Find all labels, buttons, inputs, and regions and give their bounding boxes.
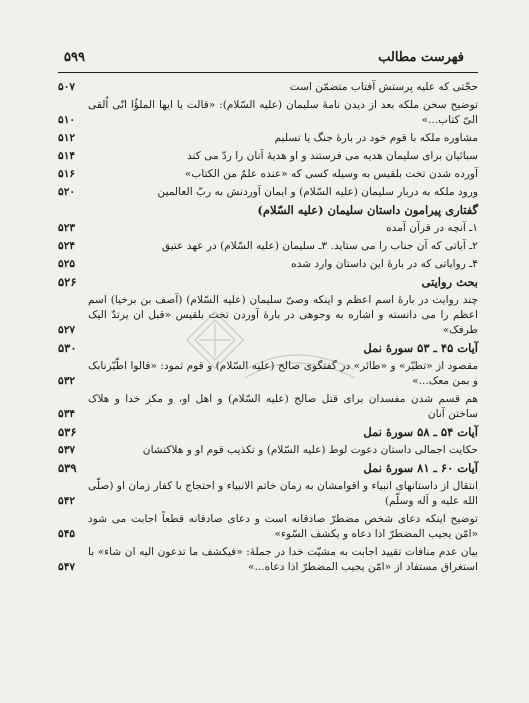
toc-entry-page: ۵۲۴ [58, 240, 76, 252]
toc-entry-page: ۵۲۰ [58, 186, 76, 198]
toc-entry-text: توضیح سخن ملکه بعد از دیدن نامهٔ سلیمان (علیه السّلام): «قالت یا ایها الملؤُا انّی اُلقی الیّ کتاب...» [88, 99, 478, 126]
toc-entry [58, 257, 478, 272]
toc-entry-page: ۵۳۶ [58, 425, 77, 439]
toc-entry-text: چند روایت در بارهٔ اسم اعظم و اینکه وصیّ سلیمان (علیه السّلام) (آصف بن برخیا) اسم اعظم را می دانسته و اشاره به وجوهی در بارهٔ آوردن تخت بلقیس «قبل ان یرتدّ الیک طرفک» [88, 294, 478, 336]
toc-entry-text: ۱ـ آنچه در قرآن آمده [386, 222, 478, 234]
toc-entry-text: ۴ـ روایاتی که در بارهٔ این داستان وارد شده [291, 258, 478, 270]
header-rule [58, 72, 478, 73]
toc-entry-page: ۵۴۲ [58, 495, 76, 507]
toc-entry-text: توضیح اینکه دعای شخص مضطرّ صادقانه است و دعای صادقانه قطعاً اجابت می شود «امّن یجیب المضطرّ اذا دعاه و یکشف السّوء» [88, 513, 478, 540]
document-page [58, 50, 478, 680]
toc-entry-page: ۵۳۰ [58, 341, 77, 355]
toc-entry-page: ۵۱۴ [58, 150, 76, 162]
toc-section-heading [58, 341, 478, 356]
toc-entry [58, 479, 478, 509]
toc-entry-page: ۵۱۰ [58, 114, 76, 126]
toc-entry-text: آیات ۶۰ ـ ۸۱ سورهٔ نمل [363, 461, 478, 475]
toc-entry-page: ۵۲۳ [58, 222, 76, 234]
toc-entry-text: آیات ۵۴ ـ ۵۸ سورهٔ نمل [363, 425, 478, 439]
toc-section-heading [58, 275, 478, 290]
running-title: فهرست مطالب [378, 50, 464, 65]
page-number: ۵۹۹ [64, 50, 85, 65]
toc-entry-text: هم قسم شدن مفسدان برای قتل صالح (علیه السّلام) و اهل او، و مکر خدا و هلاک ساختن آنان [88, 393, 478, 420]
toc-entry-text: ورود ملکه به دربار سلیمان (علیه السّلام) و ایمان آوردنش به ربّ العالمین [157, 186, 478, 198]
toc-entry-page: ۵۰۷ [58, 81, 76, 93]
toc-entry-text: حجّتی که علیه پرستش آفتاب متضمّن است [289, 81, 478, 93]
toc-entry [58, 293, 478, 338]
toc-entry-page: ۵۳۲ [58, 375, 76, 387]
toc-entry-page: ۵۳۷ [58, 444, 76, 456]
toc-list [58, 80, 478, 578]
toc-entry [58, 221, 478, 236]
toc-entry-text: آورده شدن تخت بلقیس به وسیله کسی که «عنده علمٌ من الکتاب» [184, 168, 478, 180]
toc-entry-text: مقصود از «تطیّر» و «طائر» در گفتگوی صالح (علیه السّلام) و قوم ثمود: «قالوا اطّیّرنابک و بمن معک...» [88, 360, 478, 387]
toc-entry [58, 545, 478, 575]
toc-entry [58, 80, 478, 95]
toc-entry-page: ۵۳۹ [58, 461, 77, 475]
toc-section-heading [58, 203, 478, 218]
toc-entry [58, 131, 478, 146]
toc-entry [58, 392, 478, 422]
toc-entry-page: ۵۱۶ [58, 168, 76, 180]
toc-entry [58, 443, 478, 458]
toc-entry-text: انتقال از داستانهای انبیاء و اقوامشان به زمان خاتم الانبیاء و احتجاج با کفار زمان او (صلّی الله علیه و آله وسلّم) [88, 480, 478, 507]
page-header [58, 50, 478, 72]
toc-entry-text: گفتاری پیرامون داستان سلیمان (علیه السّلام) [257, 203, 478, 217]
toc-entry-page: ۵۱۲ [58, 132, 76, 144]
toc-entry-text: مشاوره ملکه با قوم خود در بارهٔ جنگ یا تسلیم [274, 132, 478, 144]
toc-entry [58, 185, 478, 200]
toc-entry-text: حکایت اجمالی داستان دعوت لوط (علیه السّلام) و تکذیب قوم او و هلاکتشان [142, 444, 478, 456]
toc-entry [58, 512, 478, 542]
toc-entry-page: ۵۴۷ [58, 561, 76, 573]
toc-entry-text: بحث روایتی [421, 275, 478, 289]
toc-section-heading [58, 425, 478, 440]
toc-entry-text: سبائیان برای سلیمان هدیه می فرستند و او هدیهٔ آنان را ردّ می کند [186, 150, 478, 162]
toc-entry [58, 359, 478, 389]
toc-entry [58, 98, 478, 128]
toc-entry [58, 149, 478, 164]
toc-entry [58, 239, 478, 254]
toc-entry-page: ۵۲۵ [58, 258, 76, 270]
toc-entry-page: ۵۴۵ [58, 528, 76, 540]
toc-entry [58, 167, 478, 182]
toc-entry-page: ۵۳۴ [58, 408, 76, 420]
toc-entry-page: ۵۲۶ [58, 275, 77, 289]
toc-entry-page: ۵۲۷ [58, 324, 76, 336]
toc-entry-text: ۲ـ آیاتی که آن جناب را می ستاید. ۳ـ سلیمان (علیه السّلام) در عهد عتیق [161, 240, 478, 252]
toc-entry-text: بیان عدم منافات تقیید اجابت به مشیّت خدا در جملهٔ: «فیکشف ما تدعون الیه ان شاء» با استغراق مستفاد از «امّن یجیب المضطرّ اذا دعاه...» [88, 546, 478, 573]
toc-section-heading [58, 461, 478, 476]
toc-entry-text: آیات ۴۵ ـ ۵۳ سورهٔ نمل [363, 341, 478, 355]
